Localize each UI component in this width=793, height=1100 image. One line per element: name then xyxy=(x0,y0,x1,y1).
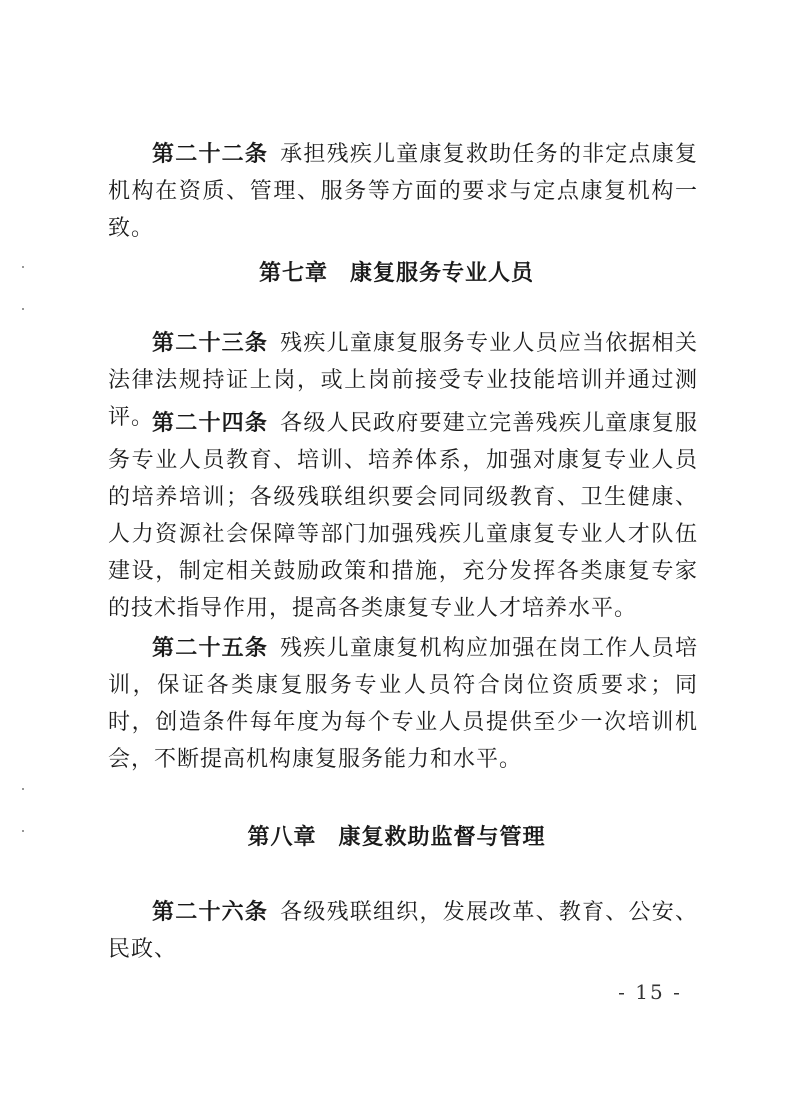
article-23-label: 第二十三条 xyxy=(152,331,269,356)
article-23-text: 残疾儿童康复服务专业人员应当依据相关法律法规持证上岗，或上岗前接受专业技能培训并通过测评。 xyxy=(108,331,698,430)
article-22-label: 第二十二条 xyxy=(152,142,269,167)
article-24 xyxy=(108,405,698,627)
article-25-label: 第二十五条 xyxy=(152,636,269,661)
article-22-text: 承担残疾儿童康复救助任务的非定点康复机构在资质、管理、服务等方面的要求与定点康复机构一致。 xyxy=(108,142,698,241)
page-number: - 15 - xyxy=(618,980,682,1004)
article-24-text: 各级人民政府要建立完善残疾儿童康复服务专业人员教育、培训、培养体系，加强对康复专业人员的培养培训；各级残联组织要会同同级教育、卫生健康、人力资源社会保障等部门加强残疾儿童康复专业人才队伍建设，制定相关鼓励政策和措施，充分发挥各类康复专家的技术指导作用，提高各类康复专业人才培养水平。 xyxy=(108,411,698,621)
article-25 xyxy=(108,630,698,778)
margin-mark xyxy=(22,788,24,790)
chapter-8-heading xyxy=(0,820,793,851)
chapter-7-title: 康复服务专业人员 xyxy=(350,261,535,286)
article-26-text: 各级残联组织，发展改革、教育、公安、民政、 xyxy=(108,900,698,962)
article-25-text: 残疾儿童康复机构应加强在岗工作人员培训，保证各类康复服务专业人员符合岗位资质要求；同时，创造条件每年度为每个专业人员提供至少一次培训机会，不断提高机构康复服务能力和水平。 xyxy=(108,636,698,772)
article-22 xyxy=(108,136,698,247)
chapter-8-title: 康复救助监督与管理 xyxy=(338,825,546,850)
chapter-8-number: 第八章 xyxy=(247,825,317,850)
chapter-7-heading xyxy=(0,256,793,287)
chapter-7-number: 第七章 xyxy=(258,261,328,286)
article-26-label: 第二十六条 xyxy=(152,900,269,925)
article-26 xyxy=(108,894,698,968)
margin-mark xyxy=(22,308,24,310)
article-24-label: 第二十四条 xyxy=(152,411,269,436)
